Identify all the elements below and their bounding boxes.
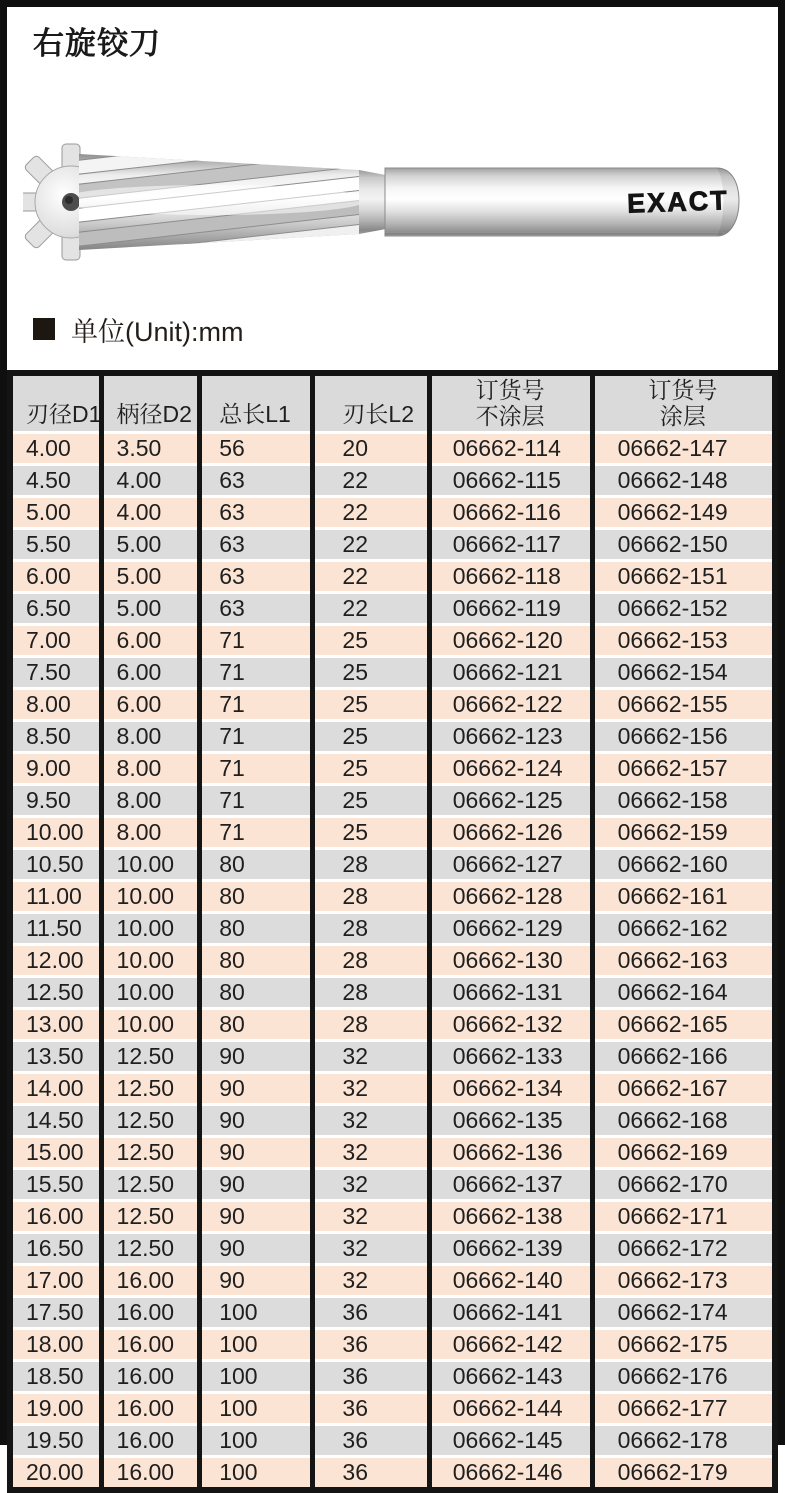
- table-cell: 17.00: [10, 1265, 101, 1297]
- table-cell: 90: [200, 1105, 313, 1137]
- table-cell: 4.00: [101, 465, 200, 497]
- table-cell: 06662-170: [592, 1169, 775, 1201]
- table-cell: 06662-137: [429, 1169, 592, 1201]
- table-cell: 22: [313, 561, 429, 593]
- table-cell: 06662-122: [429, 689, 592, 721]
- table-cell: 18.00: [10, 1329, 101, 1361]
- table-row: [10, 817, 775, 849]
- table-cell: 28: [313, 849, 429, 881]
- table-row: [10, 753, 775, 785]
- table-cell: 06662-164: [592, 977, 775, 1009]
- table-cell: 06662-145: [429, 1425, 592, 1457]
- table-cell: 25: [313, 721, 429, 753]
- table-cell: 18.50: [10, 1361, 101, 1393]
- table-cell: 8.00: [101, 721, 200, 753]
- table-cell: 36: [313, 1393, 429, 1425]
- table-cell: 36: [313, 1297, 429, 1329]
- table-cell: 06662-155: [592, 689, 775, 721]
- table-cell: 36: [313, 1361, 429, 1393]
- table-cell: 32: [313, 1233, 429, 1265]
- table-cell: 63: [200, 465, 313, 497]
- table-cell: 06662-178: [592, 1425, 775, 1457]
- table-cell: 90: [200, 1169, 313, 1201]
- table-cell: 22: [313, 465, 429, 497]
- table-cell: 06662-175: [592, 1329, 775, 1361]
- table-cell: 90: [200, 1265, 313, 1297]
- table-cell: 14.00: [10, 1073, 101, 1105]
- table-cell: 6.00: [101, 689, 200, 721]
- table-cell: 9.00: [10, 753, 101, 785]
- table-cell: 06662-132: [429, 1009, 592, 1041]
- table-cell: 8.00: [101, 817, 200, 849]
- table-cell: 5.00: [10, 497, 101, 529]
- table-row: [10, 561, 775, 593]
- table-cell: 12.50: [101, 1233, 200, 1265]
- table-row: [10, 1425, 775, 1457]
- table-row: [10, 1361, 775, 1393]
- table-cell: 16.00: [101, 1297, 200, 1329]
- table-cell: 6.50: [10, 593, 101, 625]
- table-cell: 12.50: [101, 1169, 200, 1201]
- table-cell: 06662-147: [592, 433, 775, 465]
- table-cell: 06662-128: [429, 881, 592, 913]
- table-cell: 06662-168: [592, 1105, 775, 1137]
- table-cell: 16.00: [101, 1457, 200, 1491]
- table-cell: 25: [313, 625, 429, 657]
- table-row: [10, 881, 775, 913]
- table-cell: 90: [200, 1201, 313, 1233]
- table-cell: 5.50: [10, 529, 101, 561]
- table-cell: 06662-144: [429, 1393, 592, 1425]
- table-row: [10, 1297, 775, 1329]
- table-cell: 10.00: [101, 945, 200, 977]
- table-cell: 06662-119: [429, 593, 592, 625]
- table-cell: 06662-120: [429, 625, 592, 657]
- table-cell: 13.50: [10, 1041, 101, 1073]
- table-cell: 25: [313, 657, 429, 689]
- table-cell: 06662-174: [592, 1297, 775, 1329]
- table-cell: 06662-173: [592, 1265, 775, 1297]
- table-cell: 15.50: [10, 1169, 101, 1201]
- table-cell: 63: [200, 529, 313, 561]
- column-header: 刃径D1: [10, 373, 101, 433]
- table-row: [10, 593, 775, 625]
- table-cell: 71: [200, 817, 313, 849]
- unit-label: 单位(Unit):mm: [71, 316, 244, 347]
- table-cell: 14.50: [10, 1105, 101, 1137]
- table-cell: 06662-172: [592, 1233, 775, 1265]
- brand-logo-text: EXACT: [626, 185, 730, 219]
- table-cell: 8.00: [101, 785, 200, 817]
- table-cell: 80: [200, 913, 313, 945]
- column-header: 订货号 不涂层: [429, 373, 592, 433]
- table-cell: 28: [313, 913, 429, 945]
- table-row: [10, 1009, 775, 1041]
- table-cell: 06662-115: [429, 465, 592, 497]
- table-cell: 06662-176: [592, 1361, 775, 1393]
- table-cell: 06662-153: [592, 625, 775, 657]
- table-cell: 06662-158: [592, 785, 775, 817]
- table-row: [10, 1265, 775, 1297]
- table-cell: 25: [313, 785, 429, 817]
- table-cell: 06662-165: [592, 1009, 775, 1041]
- table-cell: 90: [200, 1041, 313, 1073]
- table-cell: 06662-179: [592, 1457, 775, 1491]
- table-cell: 25: [313, 689, 429, 721]
- table-cell: 06662-152: [592, 593, 775, 625]
- table-row: [10, 913, 775, 945]
- table-cell: 06662-118: [429, 561, 592, 593]
- table-cell: 06662-149: [592, 497, 775, 529]
- table-row: [10, 433, 775, 465]
- table-row: [10, 465, 775, 497]
- table-row: [10, 1457, 775, 1491]
- table-row: [10, 945, 775, 977]
- table-cell: 06662-130: [429, 945, 592, 977]
- table-cell: 16.00: [101, 1393, 200, 1425]
- table-row: [10, 849, 775, 881]
- table-cell: 06662-171: [592, 1201, 775, 1233]
- table-cell: 06662-150: [592, 529, 775, 561]
- table-cell: 12.00: [10, 945, 101, 977]
- table-cell: 06662-139: [429, 1233, 592, 1265]
- table-cell: 06662-114: [429, 433, 592, 465]
- table-cell: 32: [313, 1201, 429, 1233]
- table-row: [10, 1329, 775, 1361]
- table-cell: 6.00: [101, 625, 200, 657]
- table-cell: 16.00: [101, 1361, 200, 1393]
- table-cell: 100: [200, 1297, 313, 1329]
- table-cell: 5.00: [101, 561, 200, 593]
- table-cell: 36: [313, 1425, 429, 1457]
- table-cell: 06662-117: [429, 529, 592, 561]
- table-cell: 06662-163: [592, 945, 775, 977]
- table-body: [10, 433, 775, 1491]
- table-cell: 28: [313, 945, 429, 977]
- table-cell: 06662-125: [429, 785, 592, 817]
- table-cell: 71: [200, 689, 313, 721]
- table-cell: 28: [313, 977, 429, 1009]
- table-cell: 06662-133: [429, 1041, 592, 1073]
- table-cell: 06662-146: [429, 1457, 592, 1491]
- table-cell: 15.00: [10, 1137, 101, 1169]
- table-row: [10, 625, 775, 657]
- table-cell: 32: [313, 1073, 429, 1105]
- table-cell: 36: [313, 1329, 429, 1361]
- table-cell: 32: [313, 1265, 429, 1297]
- table-row: [10, 657, 775, 689]
- table-cell: 100: [200, 1361, 313, 1393]
- table-cell: 06662-123: [429, 721, 592, 753]
- table-cell: 06662-136: [429, 1137, 592, 1169]
- table-cell: 06662-141: [429, 1297, 592, 1329]
- table-row: [10, 1137, 775, 1169]
- table-cell: 63: [200, 561, 313, 593]
- table-cell: 32: [313, 1169, 429, 1201]
- table-cell: 9.50: [10, 785, 101, 817]
- table-cell: 10.00: [10, 817, 101, 849]
- table-cell: 06662-156: [592, 721, 775, 753]
- table-row: [10, 1105, 775, 1137]
- table-cell: 06662-159: [592, 817, 775, 849]
- table-cell: 06662-161: [592, 881, 775, 913]
- table-cell: 06662-167: [592, 1073, 775, 1105]
- product-photo: [23, 110, 764, 282]
- table-cell: 06662-121: [429, 657, 592, 689]
- table-cell: 06662-162: [592, 913, 775, 945]
- table-cell: 17.50: [10, 1297, 101, 1329]
- table-cell: 22: [313, 497, 429, 529]
- table-row: [10, 1201, 775, 1233]
- table-cell: 5.00: [101, 529, 200, 561]
- table-cell: 16.00: [101, 1265, 200, 1297]
- table-cell: 90: [200, 1073, 313, 1105]
- table-row: [10, 1169, 775, 1201]
- table-cell: 22: [313, 593, 429, 625]
- table-cell: 06662-154: [592, 657, 775, 689]
- table-cell: 25: [313, 817, 429, 849]
- table-cell: 100: [200, 1425, 313, 1457]
- unit-bullet-square-icon: [33, 318, 55, 340]
- table-cell: 20: [313, 433, 429, 465]
- table-cell: 16.00: [101, 1425, 200, 1457]
- table-row: [10, 689, 775, 721]
- table-cell: 71: [200, 625, 313, 657]
- table-cell: 32: [313, 1137, 429, 1169]
- table-row: [10, 1073, 775, 1105]
- table-cell: 56: [200, 433, 313, 465]
- table-cell: 3.50: [101, 433, 200, 465]
- table-cell: 11.00: [10, 881, 101, 913]
- column-header: 订货号 涂层: [592, 373, 775, 433]
- table-cell: 06662-160: [592, 849, 775, 881]
- table-cell: 10.00: [101, 881, 200, 913]
- table-cell: 10.00: [101, 913, 200, 945]
- table-cell: 06662-129: [429, 913, 592, 945]
- reamer-illustration: [23, 110, 768, 282]
- table-cell: 12.50: [10, 977, 101, 1009]
- table-cell: 32: [313, 1041, 429, 1073]
- table-cell: 16.00: [10, 1201, 101, 1233]
- table-cell: 06662-140: [429, 1265, 592, 1297]
- table-cell: 71: [200, 657, 313, 689]
- table-row: [10, 1393, 775, 1425]
- table-cell: 06662-135: [429, 1105, 592, 1137]
- table-cell: 12.50: [101, 1137, 200, 1169]
- page-title: 右旋铰刀: [33, 26, 161, 61]
- table-cell: 36: [313, 1457, 429, 1491]
- table-cell: 25: [313, 753, 429, 785]
- column-header: 柄径D2: [101, 373, 200, 433]
- table-cell: 100: [200, 1329, 313, 1361]
- table-cell: 12.50: [101, 1073, 200, 1105]
- table-cell: 80: [200, 945, 313, 977]
- table-cell: 6.00: [10, 561, 101, 593]
- table-cell: 8.00: [10, 689, 101, 721]
- table-cell: 80: [200, 881, 313, 913]
- table-cell: 06662-151: [592, 561, 775, 593]
- column-header: 总长L1: [200, 373, 313, 433]
- table-cell: 06662-134: [429, 1073, 592, 1105]
- table-row: [10, 721, 775, 753]
- table-cell: 10.50: [10, 849, 101, 881]
- table-cell: 7.00: [10, 625, 101, 657]
- table-cell: 7.50: [10, 657, 101, 689]
- table-cell: 4.00: [10, 433, 101, 465]
- table-cell: 06662-143: [429, 1361, 592, 1393]
- table-cell: 20.00: [10, 1457, 101, 1491]
- table-cell: 06662-138: [429, 1201, 592, 1233]
- table-cell: 8.00: [101, 753, 200, 785]
- table-cell: 100: [200, 1393, 313, 1425]
- table-cell: 19.50: [10, 1425, 101, 1457]
- table-cell: 12.50: [101, 1105, 200, 1137]
- table-cell: 63: [200, 593, 313, 625]
- table-row: [10, 497, 775, 529]
- table-cell: 100: [200, 1457, 313, 1491]
- table-cell: 8.50: [10, 721, 101, 753]
- table-cell: 90: [200, 1233, 313, 1265]
- table-row: [10, 529, 775, 561]
- table-cell: 4.00: [101, 497, 200, 529]
- table-cell: 10.00: [101, 977, 200, 1009]
- table-cell: 4.50: [10, 465, 101, 497]
- table-cell: 5.00: [101, 593, 200, 625]
- table-cell: 71: [200, 753, 313, 785]
- table-cell: 06662-166: [592, 1041, 775, 1073]
- table-cell: 63: [200, 497, 313, 529]
- table-cell: 11.50: [10, 913, 101, 945]
- table-cell: 71: [200, 721, 313, 753]
- table-cell: 06662-124: [429, 753, 592, 785]
- table-cell: 80: [200, 849, 313, 881]
- table-cell: 32: [313, 1105, 429, 1137]
- table-cell: 12.50: [101, 1201, 200, 1233]
- reamer-body: [23, 128, 739, 282]
- table-cell: 06662-116: [429, 497, 592, 529]
- table-cell: 06662-126: [429, 817, 592, 849]
- table-cell: 71: [200, 785, 313, 817]
- spec-table: [7, 370, 778, 1493]
- table-cell: 6.00: [101, 657, 200, 689]
- table-cell: 06662-169: [592, 1137, 775, 1169]
- table-cell: 80: [200, 1009, 313, 1041]
- header-row: [10, 373, 775, 433]
- table-cell: 16.50: [10, 1233, 101, 1265]
- table-cell: 10.00: [101, 849, 200, 881]
- table-row: [10, 977, 775, 1009]
- table-cell: 06662-131: [429, 977, 592, 1009]
- table-cell: 06662-127: [429, 849, 592, 881]
- table-cell: 16.00: [101, 1329, 200, 1361]
- unit-note-row: [33, 312, 778, 346]
- table-cell: 12.50: [101, 1041, 200, 1073]
- table-cell: 10.00: [101, 1009, 200, 1041]
- table-cell: 90: [200, 1137, 313, 1169]
- table-cell: 06662-177: [592, 1393, 775, 1425]
- table-cell: 19.00: [10, 1393, 101, 1425]
- table-row: [10, 1041, 775, 1073]
- table-cell: 22: [313, 529, 429, 561]
- table-cell: 80: [200, 977, 313, 1009]
- table-cell: 28: [313, 881, 429, 913]
- table-row: [10, 785, 775, 817]
- table-cell: 06662-157: [592, 753, 775, 785]
- table-cell: 06662-148: [592, 465, 775, 497]
- table-cell: 06662-142: [429, 1329, 592, 1361]
- table-cell: 28: [313, 1009, 429, 1041]
- column-header: 刃长L2: [313, 373, 429, 433]
- table-row: [10, 1233, 775, 1265]
- table-cell: 13.00: [10, 1009, 101, 1041]
